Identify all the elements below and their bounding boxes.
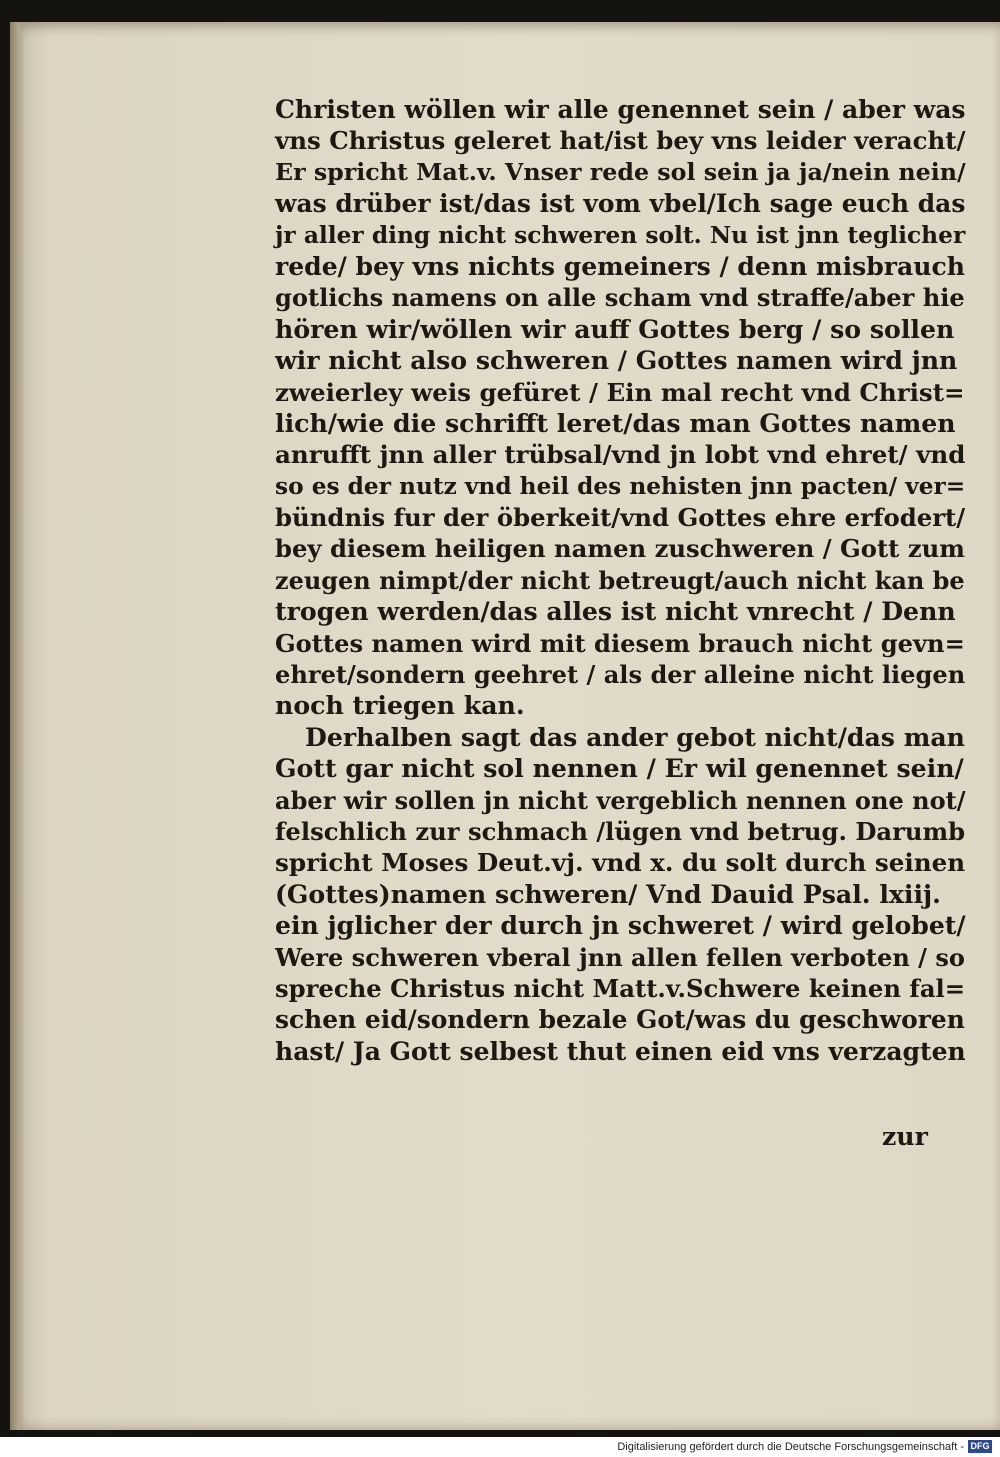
text-line-14: bündnis fur der öberkeit/vnd Gottes ehre erfodert/ — [275, 503, 966, 533]
text-line-19: ehret/sondern geehret / als der alleine nicht liegen — [275, 660, 966, 690]
text-line-7: gotlichs namens on alle scham vnd straffe/aber hie — [275, 283, 965, 313]
text-line-6: rede/ bey vns nichts gemeiners / denn misbrauch — [275, 250, 965, 281]
text-line-4: was drüber ist/das ist vom vbel/Ich sage euch das — [275, 189, 966, 219]
text-line-13: so es der nutz vnd heil des nehisten jnn pacten/ ver= — [275, 472, 966, 500]
funding-credit: Digitalisierung gefördert durch die Deutsche Forschungsgemeinschaft - — [617, 1441, 964, 1453]
page-gutter-shadow — [10, 22, 24, 1430]
paragraph-start-line: Derhalben sagt das ander gebot nicht/das man — [305, 721, 965, 752]
text-line-23: aber wir sollen jn nicht vergeblich nennen one not/ — [275, 785, 966, 815]
text-line-8: hören wir/wöllen wir auff Gottes berg / so sollen — [275, 313, 955, 344]
text-line-12: anrufft jnn aller trübsal/vnd jn lobt vnd ehret/ vnd — [275, 440, 966, 470]
text-line-5: jr aller ding nicht schweren solt. Nu ist jnn teglicher — [275, 221, 966, 249]
text-line-3: Er spricht Mat.v. Vnser rede sol sein ja ja/nein nein/ — [275, 157, 966, 186]
text-line-16: zeugen nimpt/der nicht betreugt/auch nicht kan be — [275, 565, 965, 595]
text-line-15: bey diesem heiligen namen zuschweren / Gott zum — [275, 534, 965, 564]
text-line-28: Were schweren vberal jnn allen fellen verboten / so — [275, 942, 965, 972]
text-line-1: Christen wöllen wir alle genennet sein / aber was — [275, 94, 966, 124]
text-line-18: Gottes namen wird mit diesem brauch nicht gevn= — [275, 628, 965, 658]
footer-bar — [0, 1437, 1000, 1457]
text-line-30: schen eid/sondern bezale Got/was du geschworen — [275, 1005, 965, 1035]
catchword: zur — [882, 1121, 928, 1151]
text-line-25: spricht Moses Deut.vj. vnd x. du solt durch seinen — [275, 848, 966, 878]
text-line-26: (Gottes)namen schweren/ Vnd Dauid Psal. lxiij. — [275, 878, 941, 909]
text-line-17: trogen werden/das alles ist nicht vnrecht / Denn — [275, 596, 956, 627]
text-line-27: ein jglicher der durch jn schweret / wird gelobet/ — [275, 910, 966, 941]
page-text-block — [275, 94, 965, 1067]
text-line-10: zweierley weis gefüret / Ein mal recht vnd Christ= — [275, 377, 965, 407]
text-line-31: hast/ Ja Gott selbest thut einen eid vns verzagten — [275, 1036, 966, 1066]
text-line-22: Gott gar nicht sol nennen / Er wil genennet sein/ — [275, 753, 964, 784]
text-line-11: lich/wie die schrifft leret/das man Gottes namen — [275, 407, 956, 438]
text-line-29: spreche Christus nicht Matt.v.Schwere keinen fal= — [275, 973, 966, 1003]
dfg-logo: DFG — [968, 1440, 992, 1453]
text-line-2: vns Christus geleret hat/ist bey vns leider veracht/ — [275, 126, 966, 156]
text-line-24: felschlich zur schmach /lügen vnd betrug. Darumb — [275, 816, 966, 846]
text-line-9: wir nicht also schweren / Gottes namen wird jnn — [275, 345, 958, 376]
text-line-20: noch triegen kan. — [275, 690, 525, 721]
